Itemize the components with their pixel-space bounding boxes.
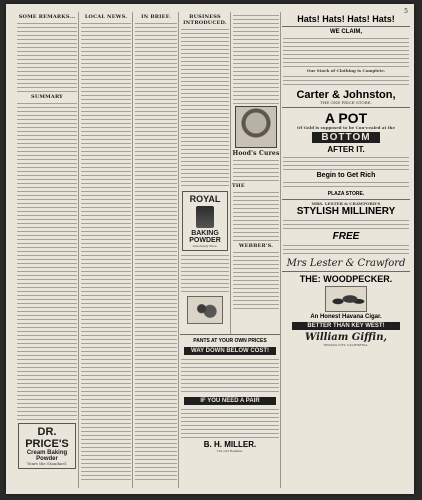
column-1 — [16, 12, 79, 488]
baking-powder-can-icon — [196, 206, 214, 228]
bottom-banner: BOTTOM — [312, 132, 380, 143]
column-1-masthead: SOME REMARKS... — [18, 14, 76, 20]
lester-crawford-signature: Mrs Lester & Crawford — [286, 258, 406, 269]
column-4-heading: BUSINESS INTRODUCED. — [183, 14, 227, 26]
royal-ad-line3: POWDER — [189, 237, 221, 244]
stock-line: Our Stock of Clothing is Complete. — [306, 68, 386, 73]
column-5-side-label: THE — [232, 183, 245, 189]
pants-ad-banner: WAY DOWN BELOW COST! — [184, 347, 276, 355]
column-2-heading: LOCAL NEWS. — [84, 14, 128, 20]
woodpecker-title: THE: WOODPECKER. — [299, 274, 393, 284]
column-3-heading: IN BRIEF. — [141, 14, 171, 20]
royal-ad-title: ROYAL — [189, 194, 221, 204]
price-ad-tagline: Years the Standard. — [26, 461, 68, 466]
pants-ad — [180, 334, 280, 489]
carter-johnston: Carter & Johnston, — [296, 89, 396, 101]
pants-ad-title: PANTS AT YOUR OWN PRICES — [193, 338, 267, 344]
price-ad-title: DR. PRICE'S — [25, 426, 69, 450]
newspaper-page — [6, 4, 414, 494]
plaza-store: PLAZA STORE. — [327, 191, 365, 197]
figure-illustration-icon — [187, 296, 223, 324]
begin-to-get-rich: Begin to Get Rich — [316, 172, 376, 179]
millinery-intro: MRS. LESTER & CRAWFORD'S — [311, 201, 381, 206]
woodpecker-illustration-icon — [325, 286, 367, 312]
pants-ad-signature-sub: The Old Reliable. — [216, 449, 244, 453]
hoods-cures-caption: Hood's Cures — [232, 150, 280, 157]
royal-ad-line2: BAKING — [191, 230, 219, 237]
royal-baking-powder-ad — [182, 191, 228, 251]
giffin-location: NEVADA CITY, CALIFORNIA. — [323, 343, 369, 347]
price-ad-subtitle: Cream Baking Powder — [26, 450, 68, 462]
portrait-engraving-icon — [235, 106, 277, 148]
webbers-heading: WEBBER'S. — [238, 243, 274, 249]
page-number: 5 — [404, 8, 408, 15]
william-giffin: William Giffin, — [305, 332, 387, 343]
better-than-key-west: BETTER THAN KEY WEST! — [292, 322, 400, 330]
a-pot-sub: Of Gold is supposed to be Con-cealed at the — [297, 125, 395, 130]
cigar-line: An Honest Havana Cigar. — [310, 314, 382, 320]
price-baking-powder-ad — [18, 423, 76, 469]
free-label: FREE — [332, 231, 360, 242]
carter-johnston-sub: THE ONE PRICE STORE. — [320, 100, 372, 105]
stylish-millinery: STYLISH MILLINERY — [296, 206, 396, 217]
after-it: AFTER IT. — [327, 145, 365, 154]
column-2 — [80, 12, 133, 488]
pants-ad-signature: B. H. MILLER. — [203, 440, 257, 449]
pants-ad-fair: IF YOU NEED A PAIR — [184, 397, 276, 405]
royal-ad-line4: Absolutely Pure. — [192, 244, 218, 248]
hats-headline: Hats! Hats! Hats! Hats! — [297, 14, 395, 24]
column-3 — [134, 12, 179, 488]
column-1-subhead: SUMMARY — [31, 94, 63, 100]
column-6-ads — [282, 12, 410, 488]
a-pot: A POT — [324, 110, 368, 126]
we-claim: WE CLAIM, — [330, 29, 362, 35]
